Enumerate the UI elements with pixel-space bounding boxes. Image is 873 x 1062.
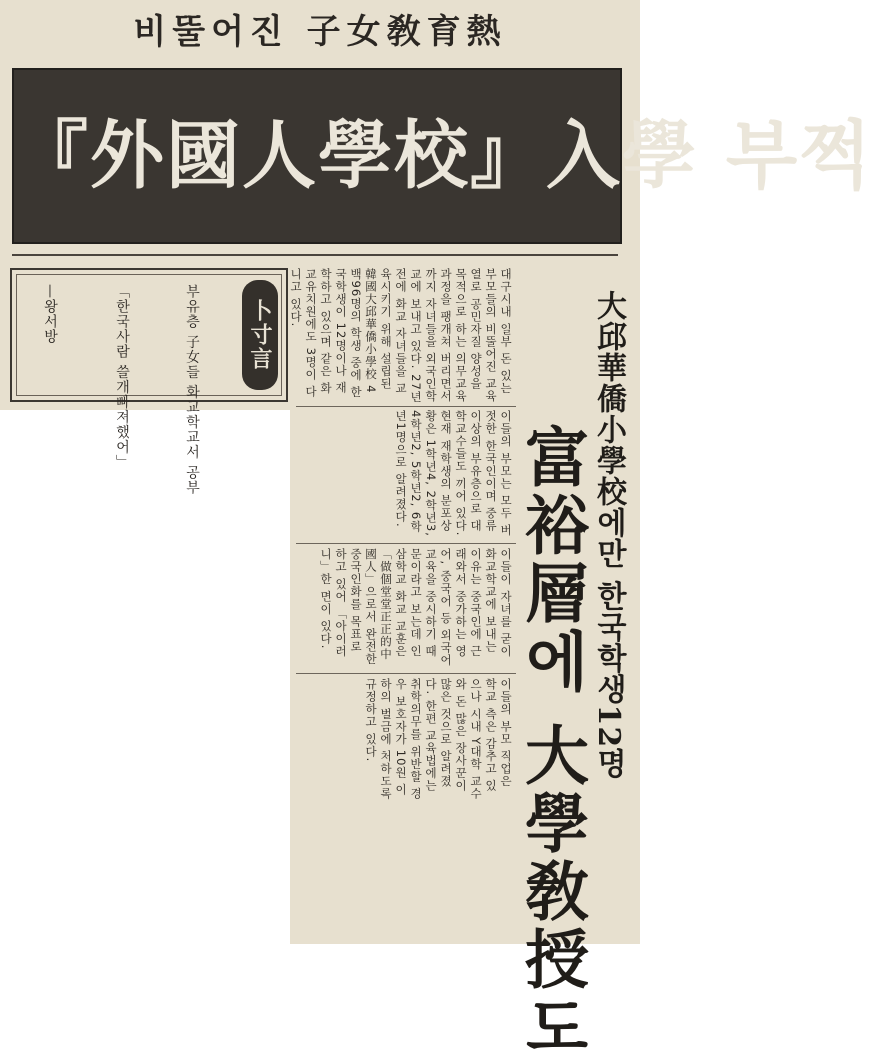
column-box-line: —왕서방 xyxy=(42,284,58,344)
sub-headline: 大邱華僑小學校에만 한국학생12명 xyxy=(591,290,626,780)
kicker-headline: 비뚤어진 子女敎育熱 xyxy=(133,12,507,52)
column-divider xyxy=(296,406,516,407)
body-paragraph: 이들의 부모는 모두 버젓한 한국인이며 중류 이상의 부유층으로 대학교수들도 끼어 있다. 현재 재학생의 분포상황은 1학년4, 2학년3, 4학년2, 5학년2, 6학년1명으로 알려졌다. xyxy=(394,410,513,537)
column-box-line: 부유층 子女들 화교학교서 공부 xyxy=(184,284,200,496)
column-box-line: 「한국사람 쓸개빠져했어」 xyxy=(114,284,130,470)
column-divider xyxy=(296,673,516,674)
body-paragraph: 이들이 자녀를 굳이 화교학교에 보내는 이유는 중국인에 근래와서 중가하는 영어, 중국어 등 외국어 교육을 중시하기 때문이라고 보는데 인삼학교 화교 교훈은 「做個堂堂正正的中國人」으로서 완전한 중국인화를 목표로 하고 있어 「아이러니」한 면이 있다. xyxy=(319,548,513,667)
column-box xyxy=(10,268,288,496)
column-box-title: 卜寸言 xyxy=(242,280,278,390)
rule-top xyxy=(12,254,618,256)
banner-headline: 『外國人學校』入學 부쩍 xyxy=(12,68,622,244)
body-paragraph: 이들의 부모 직업은 학교 측은 감추고 있으나 시내 Y대학 교수와 돈 많은 장사꾼이 많은 것으로 알려졌다. 한편 교육법에는 취학의무를 위반할 경우 보호자가 10원 이하의 벌금에 처하도록 규정하고 있다. xyxy=(364,678,513,800)
body-paragraph: 대구시내 일부 돈 있는 부모들의 비뚤어진 교육열로 공민자질 양성을 목적으로 하는 의무교육과정을 팽개쳐 버리면서까지 자녀들을 외국인학교에 보내고 있다. 27년 전에 화교 자녀들을 교육시키기 위해 설립된 韓國大邱華僑小學校 4백96명의 학생 중에 한국학생이 12명이나 재학하고 있으며 같은 화교유치원에도 3명이 다니고 있다. xyxy=(289,268,513,404)
column-divider xyxy=(296,543,516,544)
main-headline: 富裕層에 大學敎授도 xyxy=(514,424,589,1062)
